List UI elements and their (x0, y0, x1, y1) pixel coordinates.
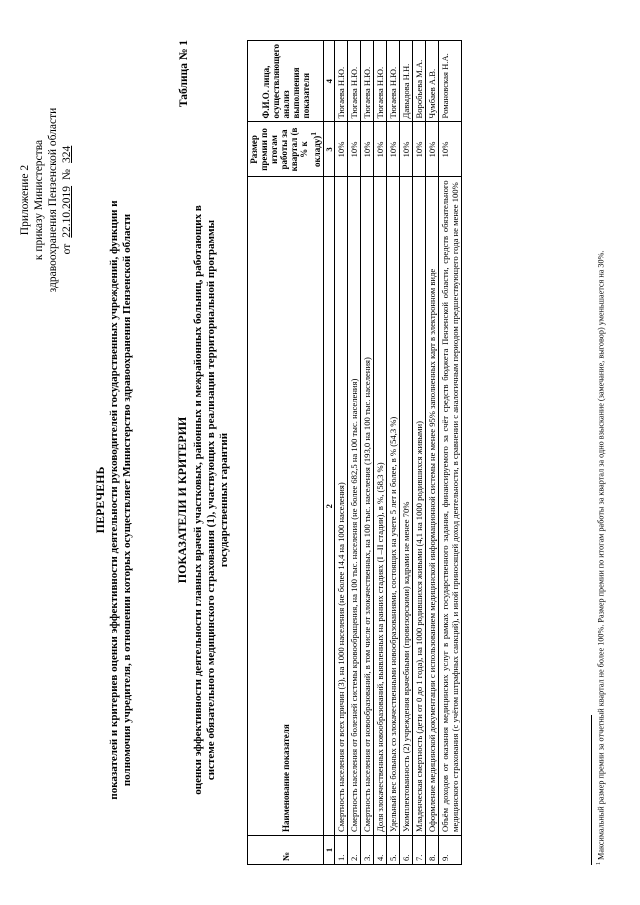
column-number-row (324, 41, 335, 865)
table-number: Таблица № 1 (178, 40, 190, 108)
row-bonus: 10% (439, 122, 462, 177)
row-indicator-name: Удельный вес больных со злокачественными новообразованиями, состоящих на учете 5 лет и более, в % (54,3 %) (387, 177, 400, 836)
table-row (400, 41, 413, 865)
header-bonus-footnote-mark: 1 (309, 131, 318, 136)
col-number: 4 (324, 41, 335, 122)
row-indicator-name: Оформление медицинской документации с использованием медицинской информационной системы не менее 95% заполненных карт в электронном виде (426, 177, 439, 836)
row-indicator-name: Объём доходов от оказания медицинских услуг в рамках государственного задания, финансируемого за счёт средств бюджета Пензенской области, средств обязательного медицинского страхования (с учётом штрафных санкций), и иной приносящей доход деятельности, в сравнении с аналогичным периодом предшествующего года не менее 100% (439, 177, 462, 836)
table-row (335, 41, 348, 865)
perechen-title: ПЕРЕЧЕНЬ (93, 466, 107, 534)
row-responsible-person: Воробьева М.А. (413, 41, 426, 122)
header-name: Наименование показателя (248, 177, 324, 836)
row-number: 4. (374, 836, 387, 865)
header-num: № (248, 836, 324, 865)
row-indicator-name: Доля злокачественных новообразований, выявленных на ранних стадиях (I –II стадии), в %, (58,3 %) (374, 177, 387, 836)
row-indicator-name: Смертность населения от болезней системы кровообращения, на 100 тыс. населения (не более 682,5 на 100 тыс. населения) (348, 177, 361, 836)
table-row (387, 41, 400, 865)
row-bonus: 10% (374, 122, 387, 177)
indicators-subtitle: оценки эффективности деятельности главных врачей участковых, районных и межрайонных больниц, работающих в системе обязательного медицинского страхования (1), участвующих в реализации территориальной программы государственных гарантий (192, 205, 230, 795)
row-responsible-person: Романовская Н.А. (439, 41, 462, 122)
row-number: 7. (413, 836, 426, 865)
table-row (374, 41, 387, 865)
row-bonus: 10% (348, 122, 361, 177)
header-bonus-text: Размер премии по итогам работы за квартал (в % к окладу) (249, 127, 322, 172)
row-number: 5. (387, 836, 400, 865)
row-bonus: 10% (361, 122, 374, 177)
table-row (413, 41, 426, 865)
row-number: 6. (400, 836, 413, 865)
appendix-line-1: Приложение 2 (19, 164, 31, 236)
table-body (335, 41, 462, 865)
row-indicator-name: Смертность населения от всех причин (3), на 1000 населения (не более 14,4 на 1000 населения) (335, 177, 348, 836)
col-number: 3 (324, 122, 335, 177)
perechen-subtitle: показателей и критериев оценки эффективности деятельности руководителей государственных учреждений, функции и полномочия учредителя, в отношении которых осуществляет Министерство здравоохранения Пензенской области (108, 200, 133, 800)
appendix-line-2: к приказу Министерства (33, 139, 45, 261)
row-responsible-person: Давыдова Н.Н. (400, 41, 413, 122)
appendix-block (18, 40, 74, 360)
footnote (594, 35, 607, 865)
row-responsible-person: Тюгаева Н.Ю. (335, 41, 348, 122)
row-number: 8. (426, 836, 439, 865)
table-row (361, 41, 374, 865)
row-responsible-person: Тюгаева Н.Ю. (374, 41, 387, 122)
footnote-text: Максимальный размер премии за отчетный квартал не более 100%. Размер премии по итогам работы за квартал за одно взыскание (замечание, выговор) уменьшается на 30%. (596, 250, 606, 860)
row-bonus: 10% (413, 122, 426, 177)
order-number: 324 (61, 145, 73, 163)
row-bonus: 10% (387, 122, 400, 177)
row-responsible-person: Тюгаева Н.Ю. (348, 41, 361, 122)
footnote-mark: 1 (596, 862, 602, 865)
table-header-row (248, 41, 324, 865)
row-indicator-name: Младенческая смертность (дети от 0 до 1 года), на 1000 родившихся живыми (4,1 на 1000 родившихся живыми) (413, 177, 426, 836)
row-indicator-name: Укомплектованность (2) учреждения врачебными (провизорскими) кадрами не менее 70% (400, 177, 413, 836)
header-bonus (248, 122, 324, 177)
row-bonus: 10% (426, 122, 439, 177)
row-bonus: 10% (335, 122, 348, 177)
col-number: 2 (324, 177, 335, 836)
row-responsible-person: Тюгаева Н.Ю. (387, 41, 400, 122)
row-number: 2. (348, 836, 361, 865)
col-number: 1 (324, 836, 335, 865)
row-responsible-person: Чумбаев А.В. (426, 41, 439, 122)
table-row (439, 41, 462, 865)
indicators-title: ПОКАЗАТЕЛИ И КРИТЕРИИ (175, 416, 189, 584)
appendix-date-row (60, 40, 74, 360)
indicators-table (247, 40, 462, 865)
header-person: Ф.И.О. лица, осуществляющего анализ выполнения показателя (248, 41, 324, 122)
row-responsible-person: Тюгаева Н.Ю. (361, 41, 374, 122)
row-number: 3. (361, 836, 374, 865)
row-number: 1. (335, 836, 348, 865)
table-row (426, 41, 439, 865)
row-number: 9. (439, 836, 462, 865)
from-label: от (61, 243, 73, 255)
order-date: 22.10.2019 (61, 185, 73, 238)
appendix-line-3: здравоохранения Пензенской области (47, 107, 59, 293)
row-indicator-name: Смертность населения от новообразований, в том числе от злокачественных, на 100 тыс. населения (193,0 на 100 тыс. населения) (361, 177, 374, 836)
table-row (348, 41, 361, 865)
number-label: № (61, 168, 73, 180)
row-bonus: 10% (400, 122, 413, 177)
footnote-divider (591, 715, 592, 865)
